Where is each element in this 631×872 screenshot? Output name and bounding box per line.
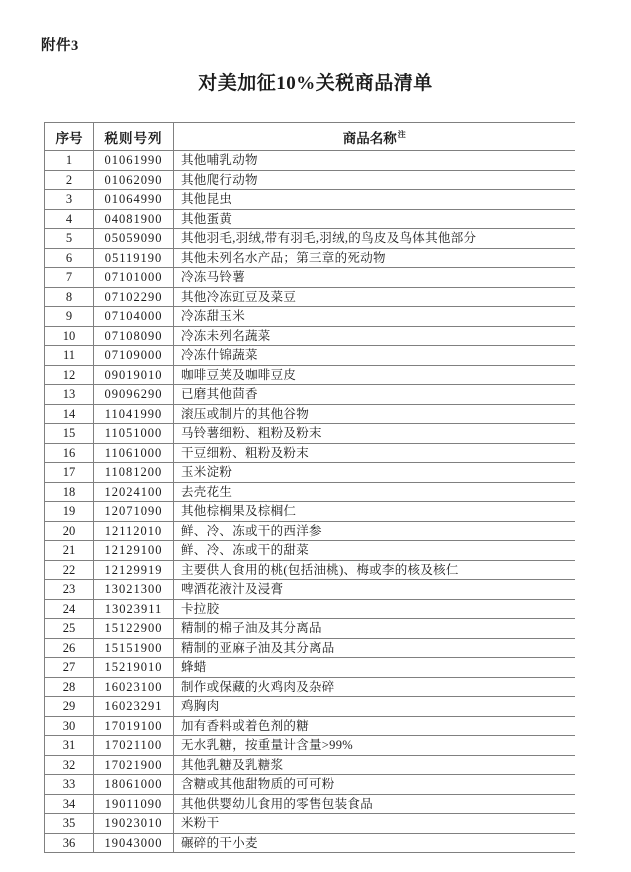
cell-tariff-code: 07109000 (94, 346, 174, 366)
cell-tariff-code: 04081900 (94, 209, 174, 229)
cell-product-name: 主要供人食用的桃(包括油桃)、梅或李的核及核仁 (174, 560, 575, 580)
cell-product-name: 鸡胸肉 (174, 697, 575, 717)
cell-product-name: 精制的亚麻子油及其分离品 (174, 638, 575, 658)
cell-product-name: 玉米淀粉 (174, 463, 575, 483)
table-row (45, 248, 575, 268)
cell-serial-number: 9 (45, 307, 94, 327)
cell-tariff-code: 07108090 (94, 326, 174, 346)
cell-serial-number: 6 (45, 248, 94, 268)
cell-serial-number: 3 (45, 190, 94, 210)
table-row (45, 833, 575, 853)
cell-product-name: 冷冻什锦蔬菜 (174, 346, 575, 366)
cell-serial-number: 20 (45, 521, 94, 541)
cell-tariff-code: 11041990 (94, 404, 174, 424)
cell-serial-number: 35 (45, 814, 94, 834)
table-row (45, 404, 575, 424)
cell-serial-number: 34 (45, 794, 94, 814)
table-row (45, 287, 575, 307)
column-header-tariff-code: 税则号列 (94, 123, 174, 151)
cell-tariff-code: 09019010 (94, 365, 174, 385)
cell-product-name: 其他哺乳动物 (174, 151, 575, 171)
table-row (45, 482, 575, 502)
cell-serial-number: 31 (45, 736, 94, 756)
cell-tariff-code: 12024100 (94, 482, 174, 502)
cell-tariff-code: 19011090 (94, 794, 174, 814)
cell-serial-number: 12 (45, 365, 94, 385)
cell-product-name: 卡拉胶 (174, 599, 575, 619)
cell-serial-number: 27 (45, 658, 94, 678)
table-row (45, 658, 575, 678)
table-row (45, 814, 575, 834)
cell-product-name: 鲜、冷、冻或干的甜菜 (174, 541, 575, 561)
cell-product-name: 其他羽毛,羽绒,带有羽毛,羽绒,的鸟皮及鸟体其他部分 (174, 229, 575, 249)
cell-product-name: 啤酒花液汁及浸膏 (174, 580, 575, 600)
cell-tariff-code: 15122900 (94, 619, 174, 639)
cell-tariff-code: 12129100 (94, 541, 174, 561)
cell-product-name: 鲜、冷、冻或干的西洋参 (174, 521, 575, 541)
cell-serial-number: 25 (45, 619, 94, 639)
cell-product-name: 冷冻马铃薯 (174, 268, 575, 288)
cell-serial-number: 22 (45, 560, 94, 580)
cell-tariff-code: 15151900 (94, 638, 174, 658)
cell-product-name: 精制的棉子油及其分离品 (174, 619, 575, 639)
cell-serial-number: 2 (45, 170, 94, 190)
cell-product-name: 其他昆虫 (174, 190, 575, 210)
cell-tariff-code: 17021900 (94, 755, 174, 775)
cell-serial-number: 1 (45, 151, 94, 171)
table-row (45, 716, 575, 736)
cell-tariff-code: 12129919 (94, 560, 174, 580)
cell-product-name: 含糖或其他甜物质的可可粉 (174, 775, 575, 795)
cell-tariff-code: 19043000 (94, 833, 174, 853)
cell-serial-number: 21 (45, 541, 94, 561)
table-row (45, 521, 575, 541)
cell-tariff-code: 01062090 (94, 170, 174, 190)
table-row (45, 755, 575, 775)
table-row (45, 599, 575, 619)
table-row (45, 697, 575, 717)
cell-tariff-code: 11081200 (94, 463, 174, 483)
cell-product-name: 加有香料或着色剂的糖 (174, 716, 575, 736)
cell-tariff-code: 11051000 (94, 424, 174, 444)
table-row (45, 346, 575, 366)
table-row (45, 190, 575, 210)
cell-product-name: 冷冻甜玉米 (174, 307, 575, 327)
table-row (45, 502, 575, 522)
table-row (45, 677, 575, 697)
table-row (45, 560, 575, 580)
cell-serial-number: 17 (45, 463, 94, 483)
cell-serial-number: 4 (45, 209, 94, 229)
cell-tariff-code: 09096290 (94, 385, 174, 405)
table-row (45, 463, 575, 483)
cell-product-name: 冷冻未列名蔬菜 (174, 326, 575, 346)
cell-product-name: 马铃薯细粉、粗粉及粉末 (174, 424, 575, 444)
cell-serial-number: 13 (45, 385, 94, 405)
cell-serial-number: 14 (45, 404, 94, 424)
cell-product-name: 滚压或制片的其他谷物 (174, 404, 575, 424)
table-row (45, 541, 575, 561)
cell-product-name: 其他未列名水产品；第三章的死动物 (174, 248, 575, 268)
column-header-product-name-text: 商品名称 (342, 130, 397, 146)
table-row (45, 619, 575, 639)
cell-tariff-code: 16023100 (94, 677, 174, 697)
cell-tariff-code: 12071090 (94, 502, 174, 522)
table-row (45, 385, 575, 405)
cell-tariff-code: 13023911 (94, 599, 174, 619)
cell-serial-number: 33 (45, 775, 94, 795)
table-row (45, 229, 575, 249)
table-row (45, 170, 575, 190)
cell-product-name: 蜂蜡 (174, 658, 575, 678)
table-row (45, 307, 575, 327)
table-row (45, 794, 575, 814)
cell-product-name: 其他蛋黄 (174, 209, 575, 229)
table-row (45, 736, 575, 756)
cell-tariff-code: 07101000 (94, 268, 174, 288)
cell-tariff-code: 01064990 (94, 190, 174, 210)
cell-serial-number: 36 (45, 833, 94, 853)
table-row (45, 326, 575, 346)
table-body (45, 151, 575, 853)
cell-serial-number: 32 (45, 755, 94, 775)
cell-tariff-code: 13021300 (94, 580, 174, 600)
note-superscript: 注 (397, 130, 406, 139)
cell-product-name: 其他棕榈果及棕榈仁 (174, 502, 575, 522)
cell-product-name: 制作或保藏的火鸡肉及杂碎 (174, 677, 575, 697)
cell-product-name: 无水乳糖，按重量计含量>99% (174, 736, 575, 756)
cell-product-name: 米粉干 (174, 814, 575, 834)
cell-product-name: 其他冷冻豇豆及菜豆 (174, 287, 575, 307)
cell-tariff-code: 15219010 (94, 658, 174, 678)
table-row (45, 638, 575, 658)
cell-product-name: 其他供婴幼儿食用的零售包装食品 (174, 794, 575, 814)
table-row (45, 151, 575, 171)
cell-tariff-code: 05059090 (94, 229, 174, 249)
cell-tariff-code: 19023010 (94, 814, 174, 834)
cell-serial-number: 11 (45, 346, 94, 366)
cell-serial-number: 7 (45, 268, 94, 288)
cell-product-name: 其他乳糖及乳糖浆 (174, 755, 575, 775)
cell-tariff-code: 12112010 (94, 521, 174, 541)
tariff-table (44, 122, 575, 853)
cell-tariff-code: 11061000 (94, 443, 174, 463)
cell-serial-number: 19 (45, 502, 94, 522)
cell-tariff-code: 17019100 (94, 716, 174, 736)
table-row (45, 209, 575, 229)
cell-tariff-code: 01061990 (94, 151, 174, 171)
cell-serial-number: 29 (45, 697, 94, 717)
cell-product-name: 已磨其他茴香 (174, 385, 575, 405)
table-row (45, 268, 575, 288)
cell-serial-number: 18 (45, 482, 94, 502)
cell-product-name: 其他爬行动物 (174, 170, 575, 190)
cell-serial-number: 10 (45, 326, 94, 346)
table-header-row (45, 123, 575, 151)
cell-serial-number: 28 (45, 677, 94, 697)
cell-serial-number: 23 (45, 580, 94, 600)
cell-serial-number: 5 (45, 229, 94, 249)
column-header-product-name (174, 123, 575, 151)
table-row (45, 365, 575, 385)
table-row (45, 443, 575, 463)
cell-serial-number: 8 (45, 287, 94, 307)
cell-tariff-code: 07104000 (94, 307, 174, 327)
cell-tariff-code: 17021100 (94, 736, 174, 756)
cell-serial-number: 15 (45, 424, 94, 444)
table-row (45, 775, 575, 795)
cell-tariff-code: 05119190 (94, 248, 174, 268)
cell-serial-number: 30 (45, 716, 94, 736)
attachment-label: 附件3 (41, 38, 79, 54)
cell-serial-number: 16 (45, 443, 94, 463)
cell-serial-number: 26 (45, 638, 94, 658)
cell-product-name: 干豆细粉、粗粉及粉末 (174, 443, 575, 463)
cell-product-name: 碾碎的干小麦 (174, 833, 575, 853)
cell-tariff-code: 16023291 (94, 697, 174, 717)
cell-tariff-code: 07102290 (94, 287, 174, 307)
page-title: 对美加征10%关税商品清单 (198, 73, 433, 94)
table-row (45, 424, 575, 444)
cell-product-name: 咖啡豆荚及咖啡豆皮 (174, 365, 575, 385)
table-row (45, 580, 575, 600)
cell-serial-number: 24 (45, 599, 94, 619)
column-header-serial-number: 序号 (45, 123, 94, 151)
cell-tariff-code: 18061000 (94, 775, 174, 795)
cell-product-name: 去壳花生 (174, 482, 575, 502)
